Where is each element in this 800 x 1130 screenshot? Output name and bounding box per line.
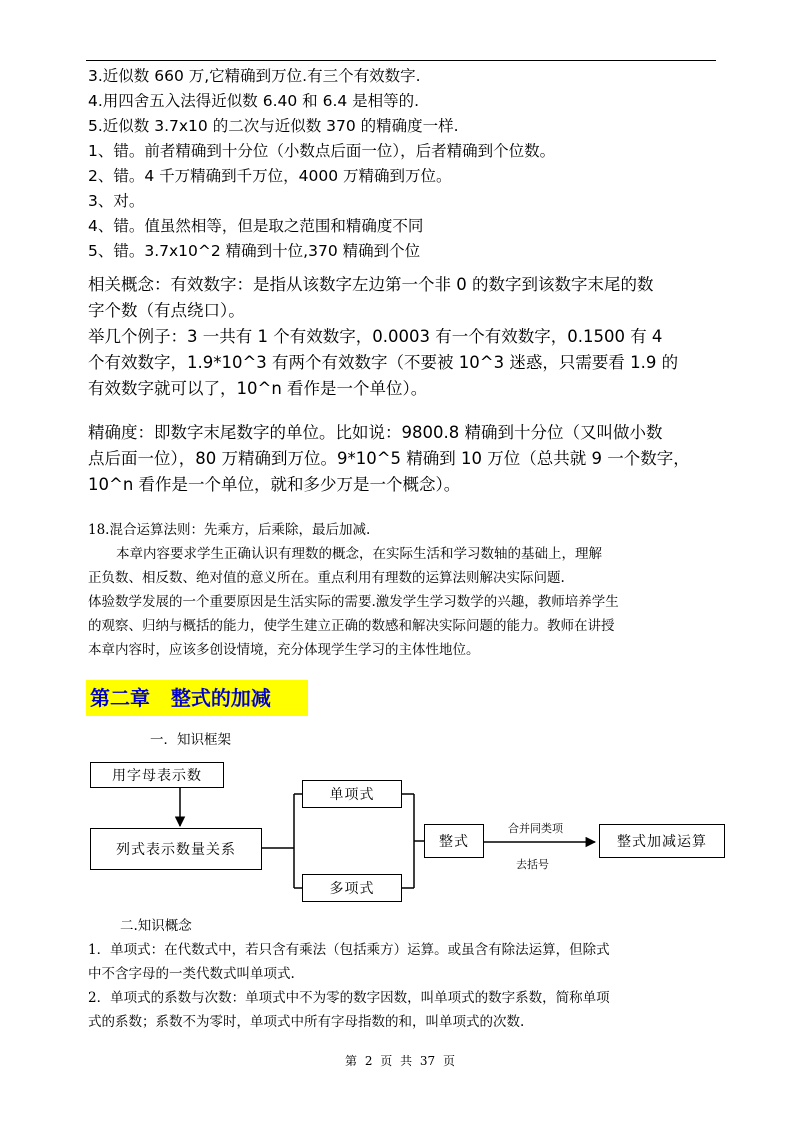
review-line: 5、错。3.7x10^2 精确到十位,370 精确到个位 [88,242,421,260]
knowledge-framework-diagram [80,752,740,922]
definition-line: 1．单项式：在代数式中，若只含有乘法（包括乘方）运算。或虽含有除法运算，但除式 [88,942,610,958]
page-footer: 第 2 页 共 37 页 [345,1054,455,1068]
box-integral-addsub: 整式加减运算 [599,824,725,858]
header-rule [86,60,716,61]
review-line: 1、错。前者精确到十分位（小数点后面一位），后者精确到个位数。 [88,142,556,160]
paragraph-line: 字个数（有点绕口）。 [88,301,245,320]
chapter-summary [88,542,718,662]
significant-figures-paragraph [88,272,718,402]
paragraph-line: 10^n 看作是一个单位，就和多少万是一个概念）。 [88,475,461,494]
chapter-title: 第二章 整式的加减 [86,680,308,716]
precision-paragraph [88,420,718,498]
definition-line: 2．单项式的系数与次数：单项式中不为零的数字因数，叫单项式的数字系数，简称单项 [88,990,610,1006]
review-line: 2、错。4 千万精确到千万位，4000 万精确到万位。 [88,167,452,185]
box-express-quantity-relations: 列式表示数量关系 [90,828,262,870]
paragraph-line: 相关概念：有效数字：是指从该数字左边第一个非 0 的数字到该数字末尾的数 [88,275,654,294]
framework-heading: 一．知识框架 [150,732,231,748]
definitions [88,938,718,1034]
paragraph-line: 举几个例子：3 一共有 1 个有效数字，0.0003 有一个有效数字，0.1500 有 4 [88,327,663,346]
box-polynomial: 多项式 [302,874,402,902]
review-list [88,64,718,264]
box-monomial: 单项式 [302,780,402,808]
summary-line: 本章内容要求学生正确认识有理数的概念，在实际生活和学习数轴的基础上，理解 [116,546,602,562]
definition-line: 中不含字母的一类代数式叫单项式. [88,966,295,982]
label-combine-like-terms: 合并同类项 [508,822,563,835]
label-remove-brackets: 去括号 [516,858,549,871]
rule-18-text: 18.混合运算法则：先乘方，后乘除，最后加减. [88,522,371,538]
paragraph-line: 有效数字就可以了，10^n 看作是一个单位）。 [88,379,428,398]
concept-heading: 二.知识概念 [120,918,192,934]
paragraph-line: 点后面一位），80 万精确到万位。9*10^5 精确到 10 万位（总共就 9 一个数字， [88,449,690,468]
review-line: 3、对。 [88,192,145,210]
review-line: 4.用四舍五入法得近似数 6.40 和 6.4 是相等的. [88,92,420,110]
summary-line: 正负数、相反数、绝对值的意义所在。重点利用有理数的运算法则解决实际问题. [88,570,565,586]
review-line: 4、错。值虽然相等，但是取之范围和精确度不同 [88,217,424,235]
box-integral-expression: 整式 [424,824,484,858]
review-line: 3.近似数 660 万,它精确到万位.有三个有效数字. [88,67,421,85]
summary-line: 的观察、归纳与概括的能力，使学生建立正确的数感和解决实际问题的能力。教师在讲授 [88,618,615,634]
definition-line: 式的系数；系数不为零时，单项式中所有字母指数的和，叫单项式的次数. [88,1014,525,1030]
paragraph-line: 个有效数字，1.9*10^3 有两个有效数字（不要被 10^3 迷惑，只需要看 1.9 的 [88,353,679,372]
summary-line: 体验数学发展的一个重要原因是生活实际的需要.激发学生学习数学的兴趣，教师培养学生 [88,594,619,610]
paragraph-line: 精确度：即数字末尾数字的单位。比如说：9800.8 精确到十分位（又叫做小数 [88,423,663,442]
summary-line: 本章内容时，应该多创设情境，充分体现学生学习的主体性地位。 [88,642,480,658]
rule-18 [88,518,718,542]
box-letters-represent-numbers: 用字母表示数 [90,762,224,788]
review-line: 5.近似数 3.7x10 的二次与近似数 370 的精确度一样. [88,117,459,135]
